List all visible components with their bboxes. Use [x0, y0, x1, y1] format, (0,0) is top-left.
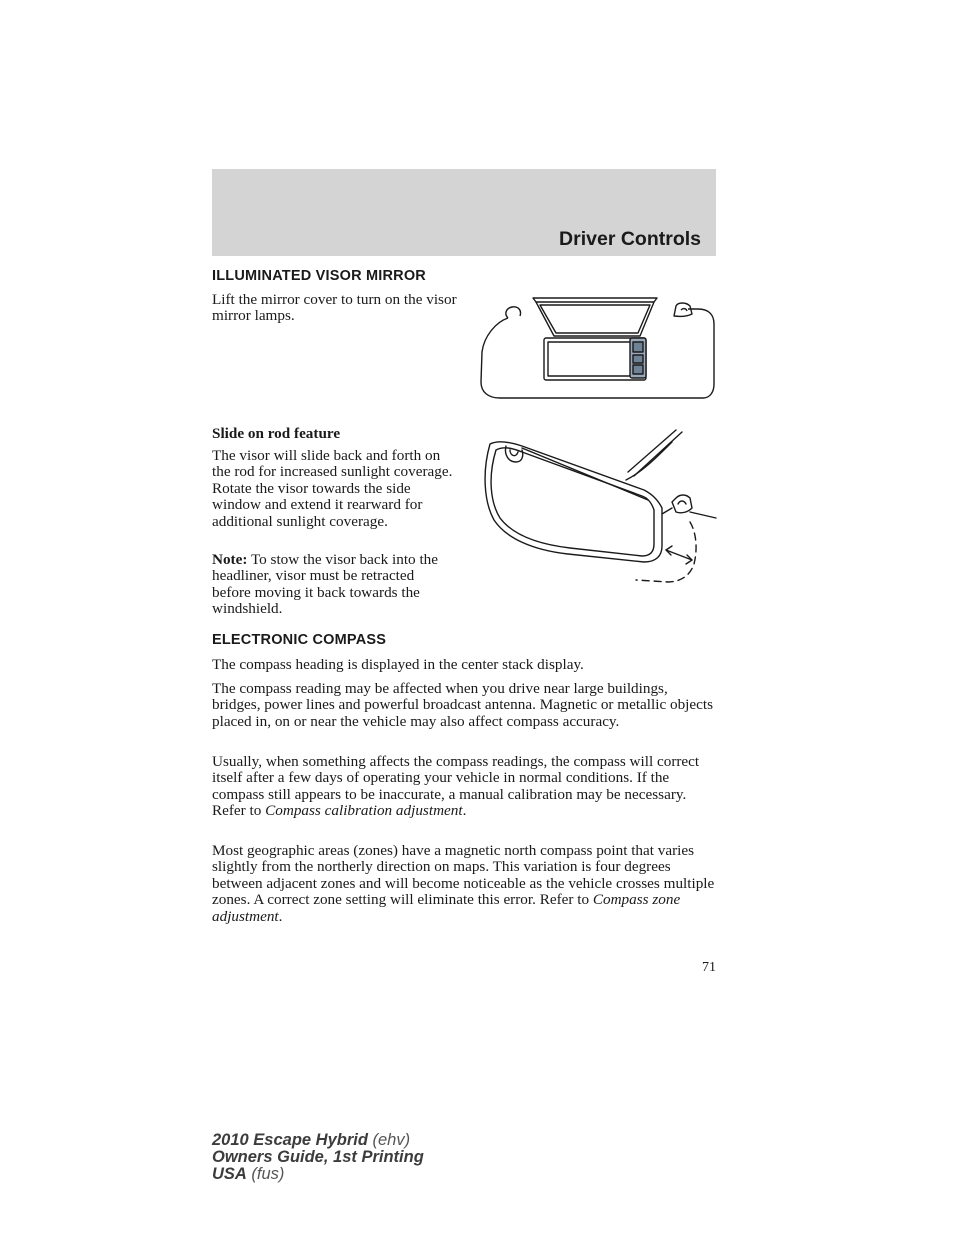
slide-rod-note [212, 552, 452, 618]
compass-p4-text: Most geographic areas (zones) have a magnetic north compass point that varies slightly from the northerly direction on maps. This variation is four degrees between adjacent zones and will become noticeable as the vehicle crosses multiple zones. A correct zone setting will eliminate this error. Refer to [212, 842, 715, 909]
compass-paragraph-4 [212, 843, 718, 925]
footer-model: 2010 Escape Hybrid [212, 1131, 368, 1149]
compass-p4-end: . [278, 907, 283, 925]
visor-mirror-illustration [478, 296, 718, 404]
compass-calibration-reference: Compass calibration adjustment [265, 802, 463, 820]
note-text: To stow the visor back into the headliner, visor must be retracted before moving it back towards the windshield. [212, 551, 439, 618]
compass-zone-reference: Compass zone adjustment [212, 891, 681, 925]
document-footer [212, 1132, 424, 1183]
note-label: Note: [212, 551, 248, 568]
compass-paragraph-1: The compass heading is displayed in the center stack display. [212, 656, 584, 673]
compass-p3-text: Usually, when something affects the compass readings, the compass will correct itself after a few days of operating your vehicle in normal conditions. If the compass still appears to be inaccurate, a manual calibration may be necessary. Refer to [212, 753, 700, 820]
footer-market: USA [212, 1165, 247, 1183]
compass-paragraph-2: The compass reading may be affected when you drive near large buildings, bridges, power lines and powerful broadcast antenna. Magnetic or metallic objects placed in, on or near the vehicle may also affect compass accuracy. [212, 680, 714, 730]
footer-printing: Owners Guide, 1st Printing [212, 1148, 424, 1166]
compass-p3-end: . [462, 802, 467, 820]
section-header-band [212, 169, 716, 256]
compass-heading: ELECTRONIC COMPASS [212, 632, 387, 648]
slide-rod-text: The visor will slide back and forth on the rod for increased sunlight coverage. Rotate the visor towards the side window and extend it rearward for additional sunlight coverage. [212, 447, 453, 530]
footer-model-code: (ehv) [367, 1131, 411, 1149]
visor-mirror-heading: ILLUMINATED VISOR MIRROR [212, 268, 426, 284]
slide-rod-heading: Slide on rod feature [212, 425, 341, 442]
compass-paragraph-3 [212, 754, 718, 820]
visor-mirror-text: Lift the mirror cover to turn on the visor mirror lamps. [212, 291, 457, 325]
section-title: Driver Controls [559, 228, 701, 250]
visor-slide-illustration [476, 428, 718, 588]
page-number: 71 [702, 960, 716, 975]
footer-market-code: (fus) [246, 1165, 285, 1183]
